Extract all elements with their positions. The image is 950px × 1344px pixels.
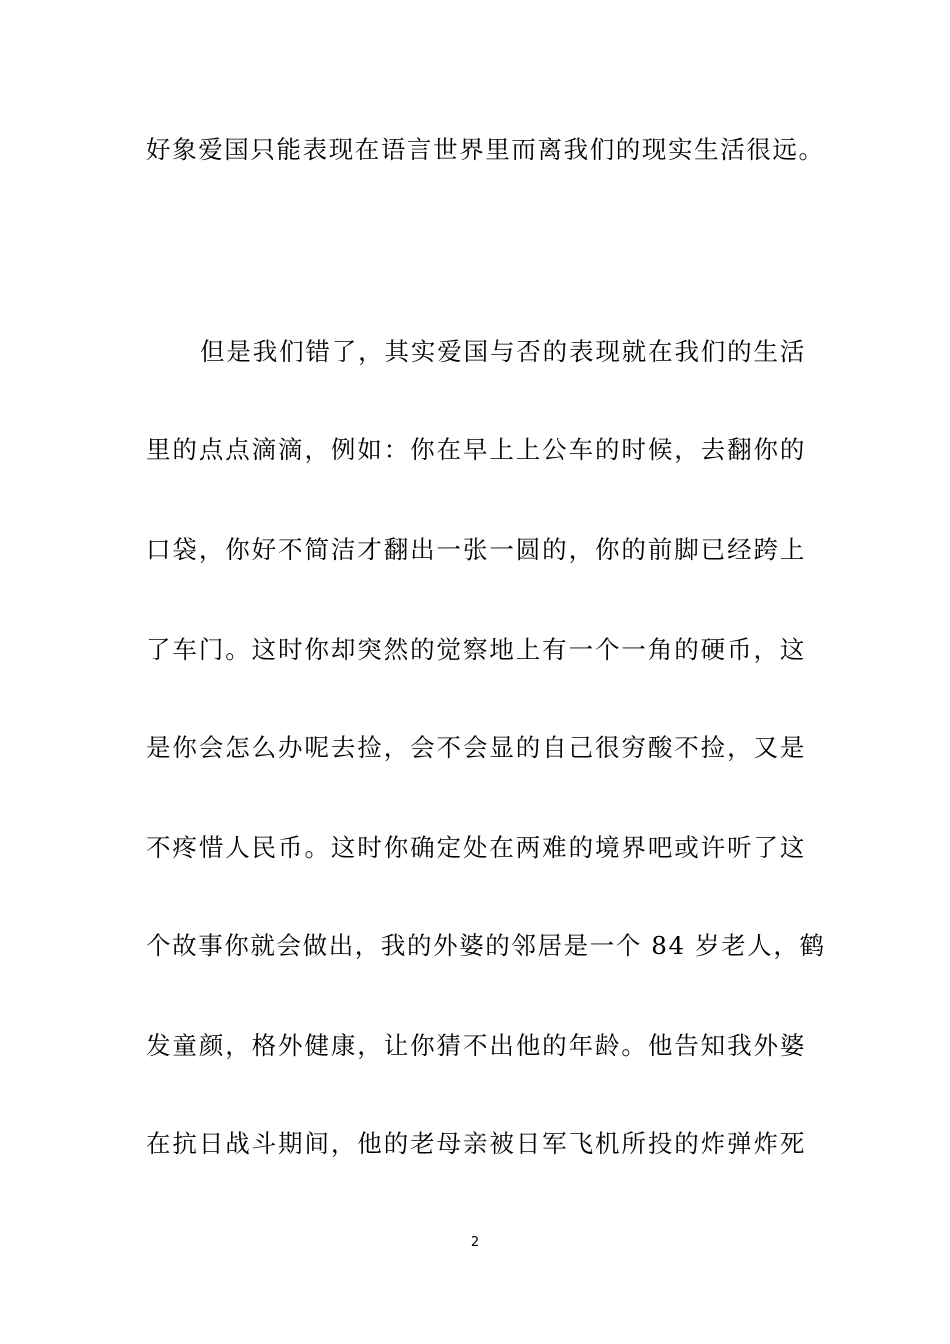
paragraph-line-6: 是你会怎么办呢去捡，会不会显的自己很穷酸不捡，又是 — [146, 733, 806, 762]
paragraph-line-8: 个故事你就会做出，我的外婆的邻居是一个 84 岁老人，鹤 — [146, 931, 826, 960]
paragraph-line-5: 了车门。这时你却突然的觉察地上有一个一角的硬币，这 — [146, 635, 806, 664]
paragraph-line-9: 发童颜，格外健康，让你猜不出他的年龄。他告知我外婆 — [146, 1031, 806, 1060]
page-number: 2 — [470, 1235, 480, 1250]
paragraph-line-1: 好象爱国只能表现在语言世界里而离我们的现实生活很远。 — [146, 135, 825, 164]
paragraph-line-3: 里的点点滴滴，例如：你在早上上公车的时候，去翻你的 — [146, 435, 806, 464]
paragraph-line-7: 不疼惜人民币。这时你确定处在两难的境界吧或许听了这 — [146, 833, 806, 862]
paragraph-line-4: 口袋，你好不简洁才翻出一张一圆的，你的前脚已经跨上 — [146, 535, 806, 564]
paragraph-line-10: 在抗日战斗期间，他的老母亲被日军飞机所投的炸弹炸死 — [146, 1129, 806, 1158]
paragraph-line-2: 但是我们错了，其实爱国与否的表现就在我们的生活 — [200, 337, 806, 366]
